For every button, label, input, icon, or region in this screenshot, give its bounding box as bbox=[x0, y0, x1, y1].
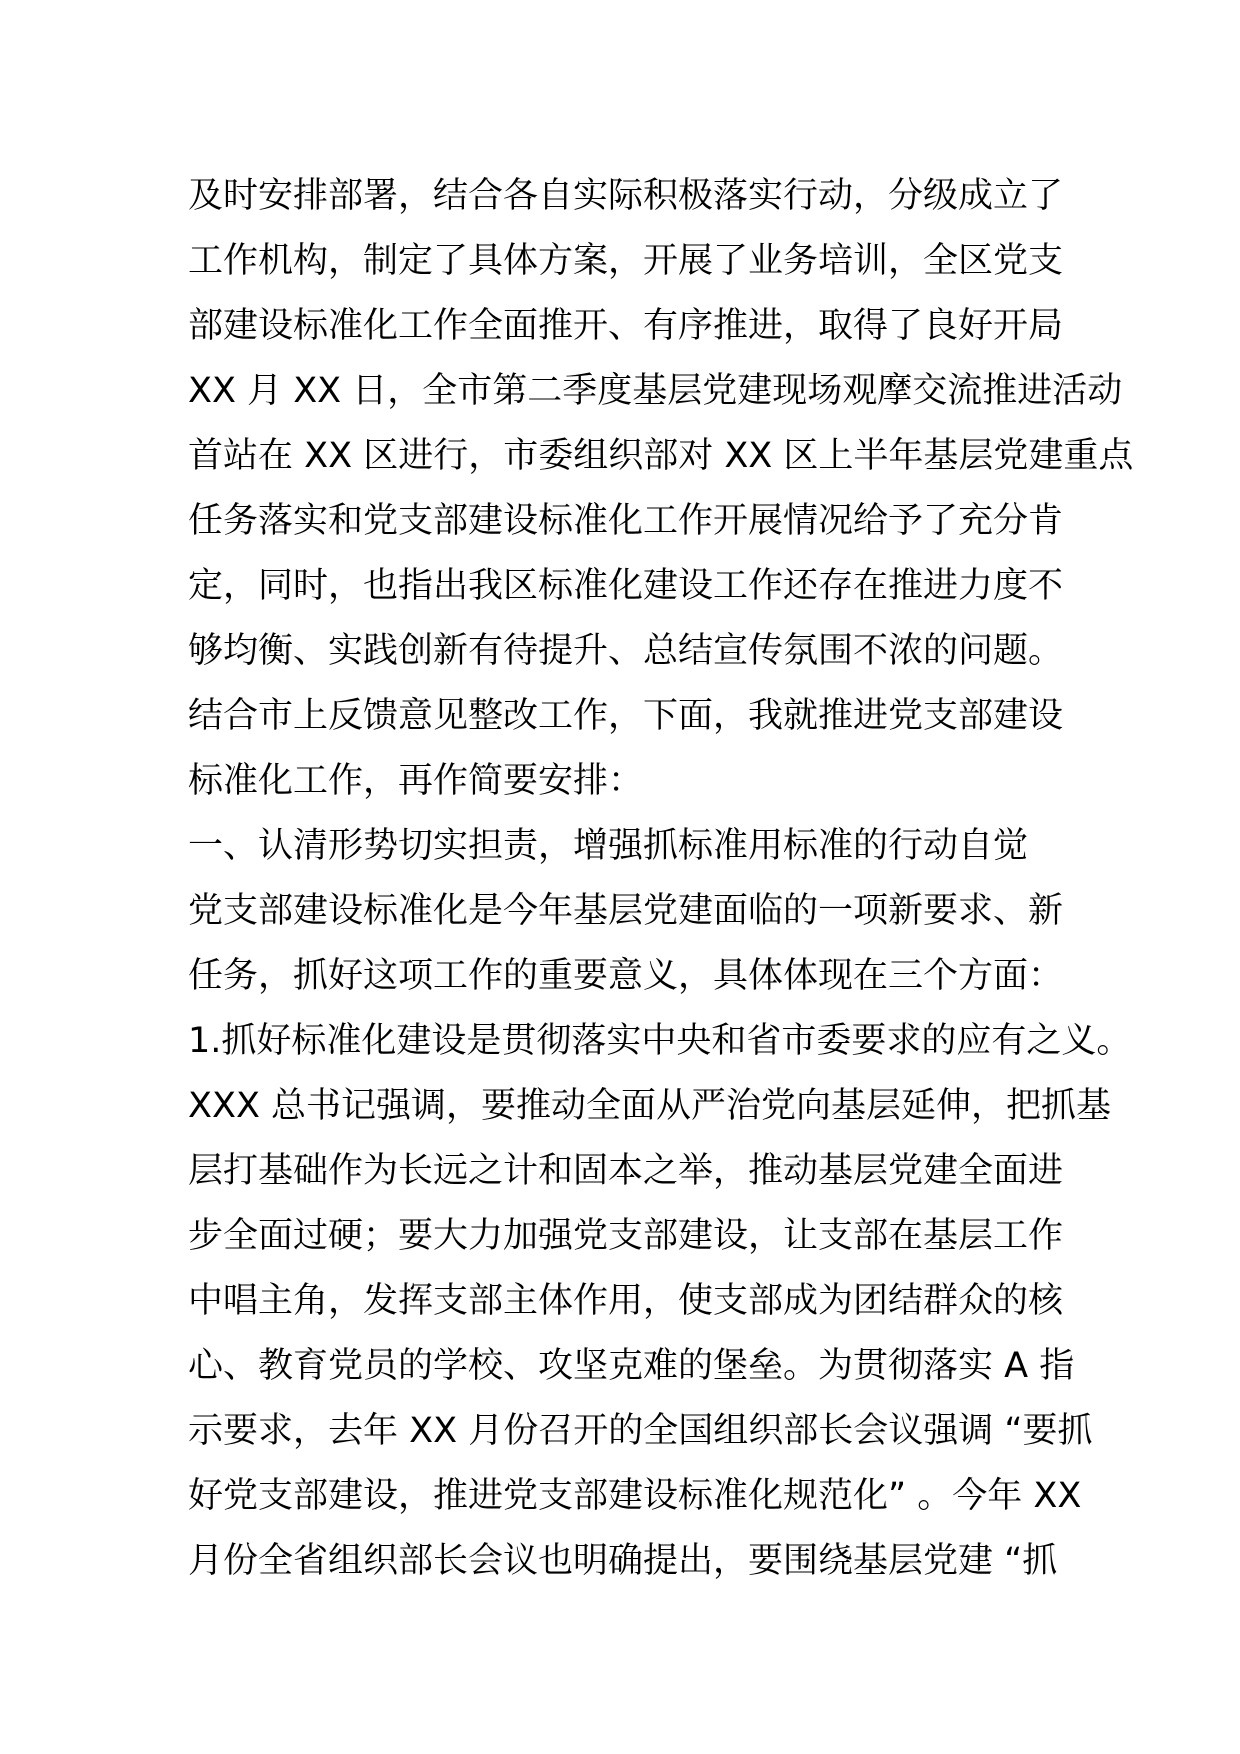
text-line: 层打基础作为长远之计和固本之举，推动基层党建全面进 bbox=[188, 1151, 1064, 1191]
text-line: 任务，抓好这项工作的重要意义，具体体现在三个方面： bbox=[188, 956, 1064, 996]
text-line: 月份全省组织部长会议也明确提出，要围绕基层党建 “抓 bbox=[188, 1541, 1058, 1581]
text-line: 首站在 XX 区进行，市委组织部对 XX 区上半年基层党建重点 bbox=[188, 436, 1134, 476]
body-text bbox=[188, 164, 1134, 1594]
subsection-heading: 1.抓好标准化建设是贯彻落实中央和省市委要求的应有之义。 bbox=[188, 1021, 1132, 1061]
text-line: XXX 总书记强调，要推动全面从严治党向基层延伸，把抓基 bbox=[188, 1086, 1112, 1126]
text-line: 定，同时，也指出我区标准化建设工作还存在推进力度不 bbox=[188, 566, 1064, 606]
text-line: 中唱主角，发挥支部主体作用，使支部成为团结群众的核 bbox=[188, 1281, 1064, 1321]
text-line: 够均衡、实践创新有待提升、总结宣传氛围不浓的问题。 bbox=[188, 631, 1064, 671]
text-line: XX 月 XX 日，全市第二季度基层党建现场观摩交流推进活动 bbox=[188, 371, 1123, 411]
text-line: 示要求，去年 XX 月份召开的全国组织部长会议强调 “要抓 bbox=[188, 1411, 1093, 1451]
text-line: 标准化工作，再作简要安排： bbox=[188, 761, 644, 801]
text-line: 任务落实和党支部建设标准化工作开展情况给予了充分肯 bbox=[188, 501, 1064, 541]
text-line: 工作机构，制定了具体方案，开展了业务培训，全区党支 bbox=[188, 241, 1064, 281]
section-heading: 一、认清形势切实担责，增强抓标准用标准的行动自觉 bbox=[188, 826, 1029, 866]
text-line: 部建设标准化工作全面推开、有序推进，取得了良好开局 bbox=[188, 306, 1064, 346]
text-line: 步全面过硬；要大力加强党支部建设，让支部在基层工作 bbox=[188, 1216, 1064, 1256]
text-line: 结合市上反馈意见整改工作，下面，我就推进党支部建设 bbox=[188, 696, 1064, 736]
text-line: 党支部建设标准化是今年基层党建面临的一项新要求、新 bbox=[188, 891, 1064, 931]
text-line: 及时安排部署，结合各自实际积极落实行动，分级成立了 bbox=[188, 176, 1064, 216]
text-line: 心、教育党员的学校、攻坚克难的堡垒。为贯彻落实 A 指 bbox=[188, 1346, 1075, 1386]
text-line: 好党支部建设，推进党支部建设标准化规范化” 。今年 XX bbox=[188, 1476, 1082, 1516]
